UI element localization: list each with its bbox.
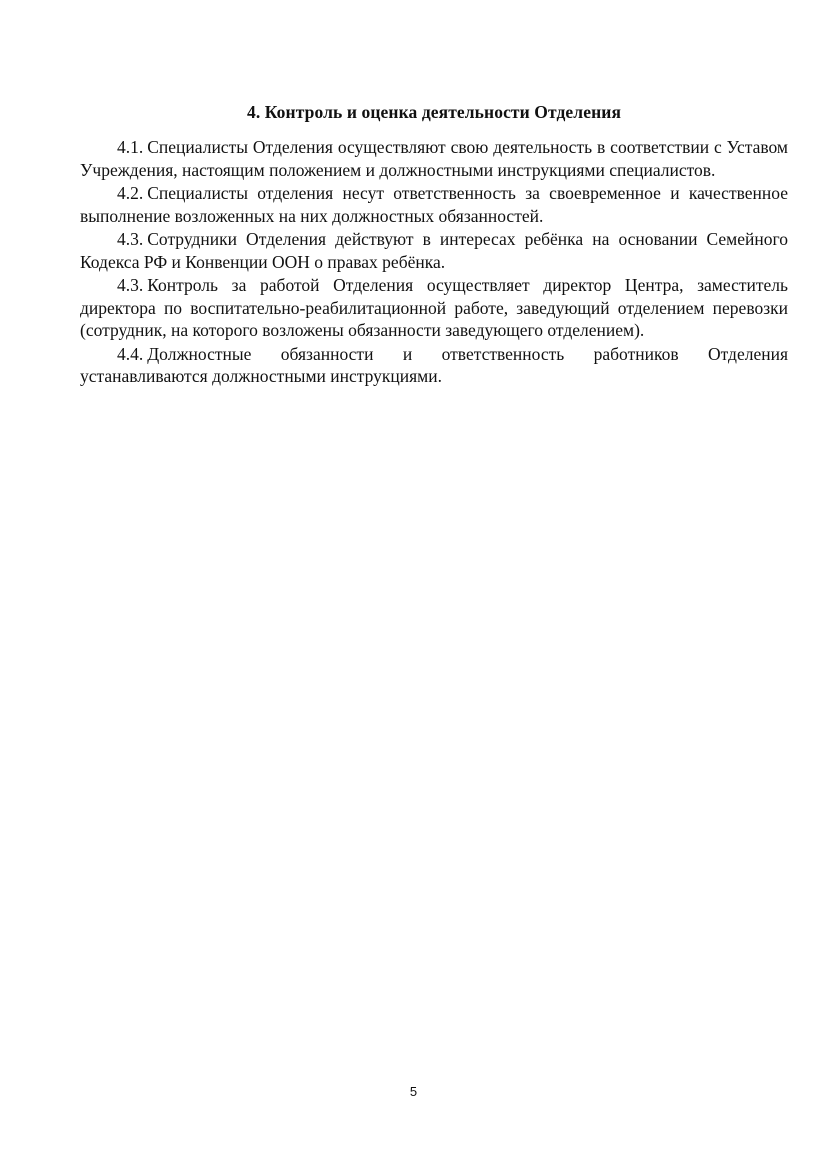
page-number: 5 xyxy=(409,1084,418,1099)
clause-text: Специалисты отделения несут ответственность за своевременное и качественное выполнение возложенных на них должностных обязанностей. xyxy=(80,183,788,226)
clause-text: Специалисты Отделения осуществляют свою деятельность в соответствии с Уставом Учреждения, настоящим положением и должностными инструкциями специалистов. xyxy=(80,137,788,180)
clause-4-4 xyxy=(80,343,788,388)
clause-text: Сотрудники Отделения действуют в интересах ребёнка на основании Семейного Кодекса РФ и Конвенции ООН о правах ребёнка. xyxy=(80,229,788,272)
clause-number: 4.1. xyxy=(117,137,144,157)
clause-text: Должностные обязанности и ответственность работников Отделения устанавливаются должностными инструкциями. xyxy=(80,343,788,386)
clause-4-3-control xyxy=(80,274,788,342)
clause-4-1 xyxy=(80,136,788,181)
clause-text: Контроль за работой Отделения осуществляет директор Центра, заместитель директора по воспитательно-реабилитационной работе, заведующий отделением перевозки (сотрудник, на которого возложены обязанности заведующего отделением). xyxy=(80,275,788,340)
clause-4-3-employees xyxy=(80,228,788,273)
document-content xyxy=(80,100,788,389)
clause-number: 4.3. xyxy=(117,275,144,295)
clause-4-2 xyxy=(80,182,788,227)
section-title: 4. Контроль и оценка деятельности Отделения xyxy=(246,102,622,122)
clause-number: 4.2. xyxy=(117,183,144,203)
clause-number: 4.4. xyxy=(117,343,144,364)
clause-number: 4.3. xyxy=(117,229,144,249)
